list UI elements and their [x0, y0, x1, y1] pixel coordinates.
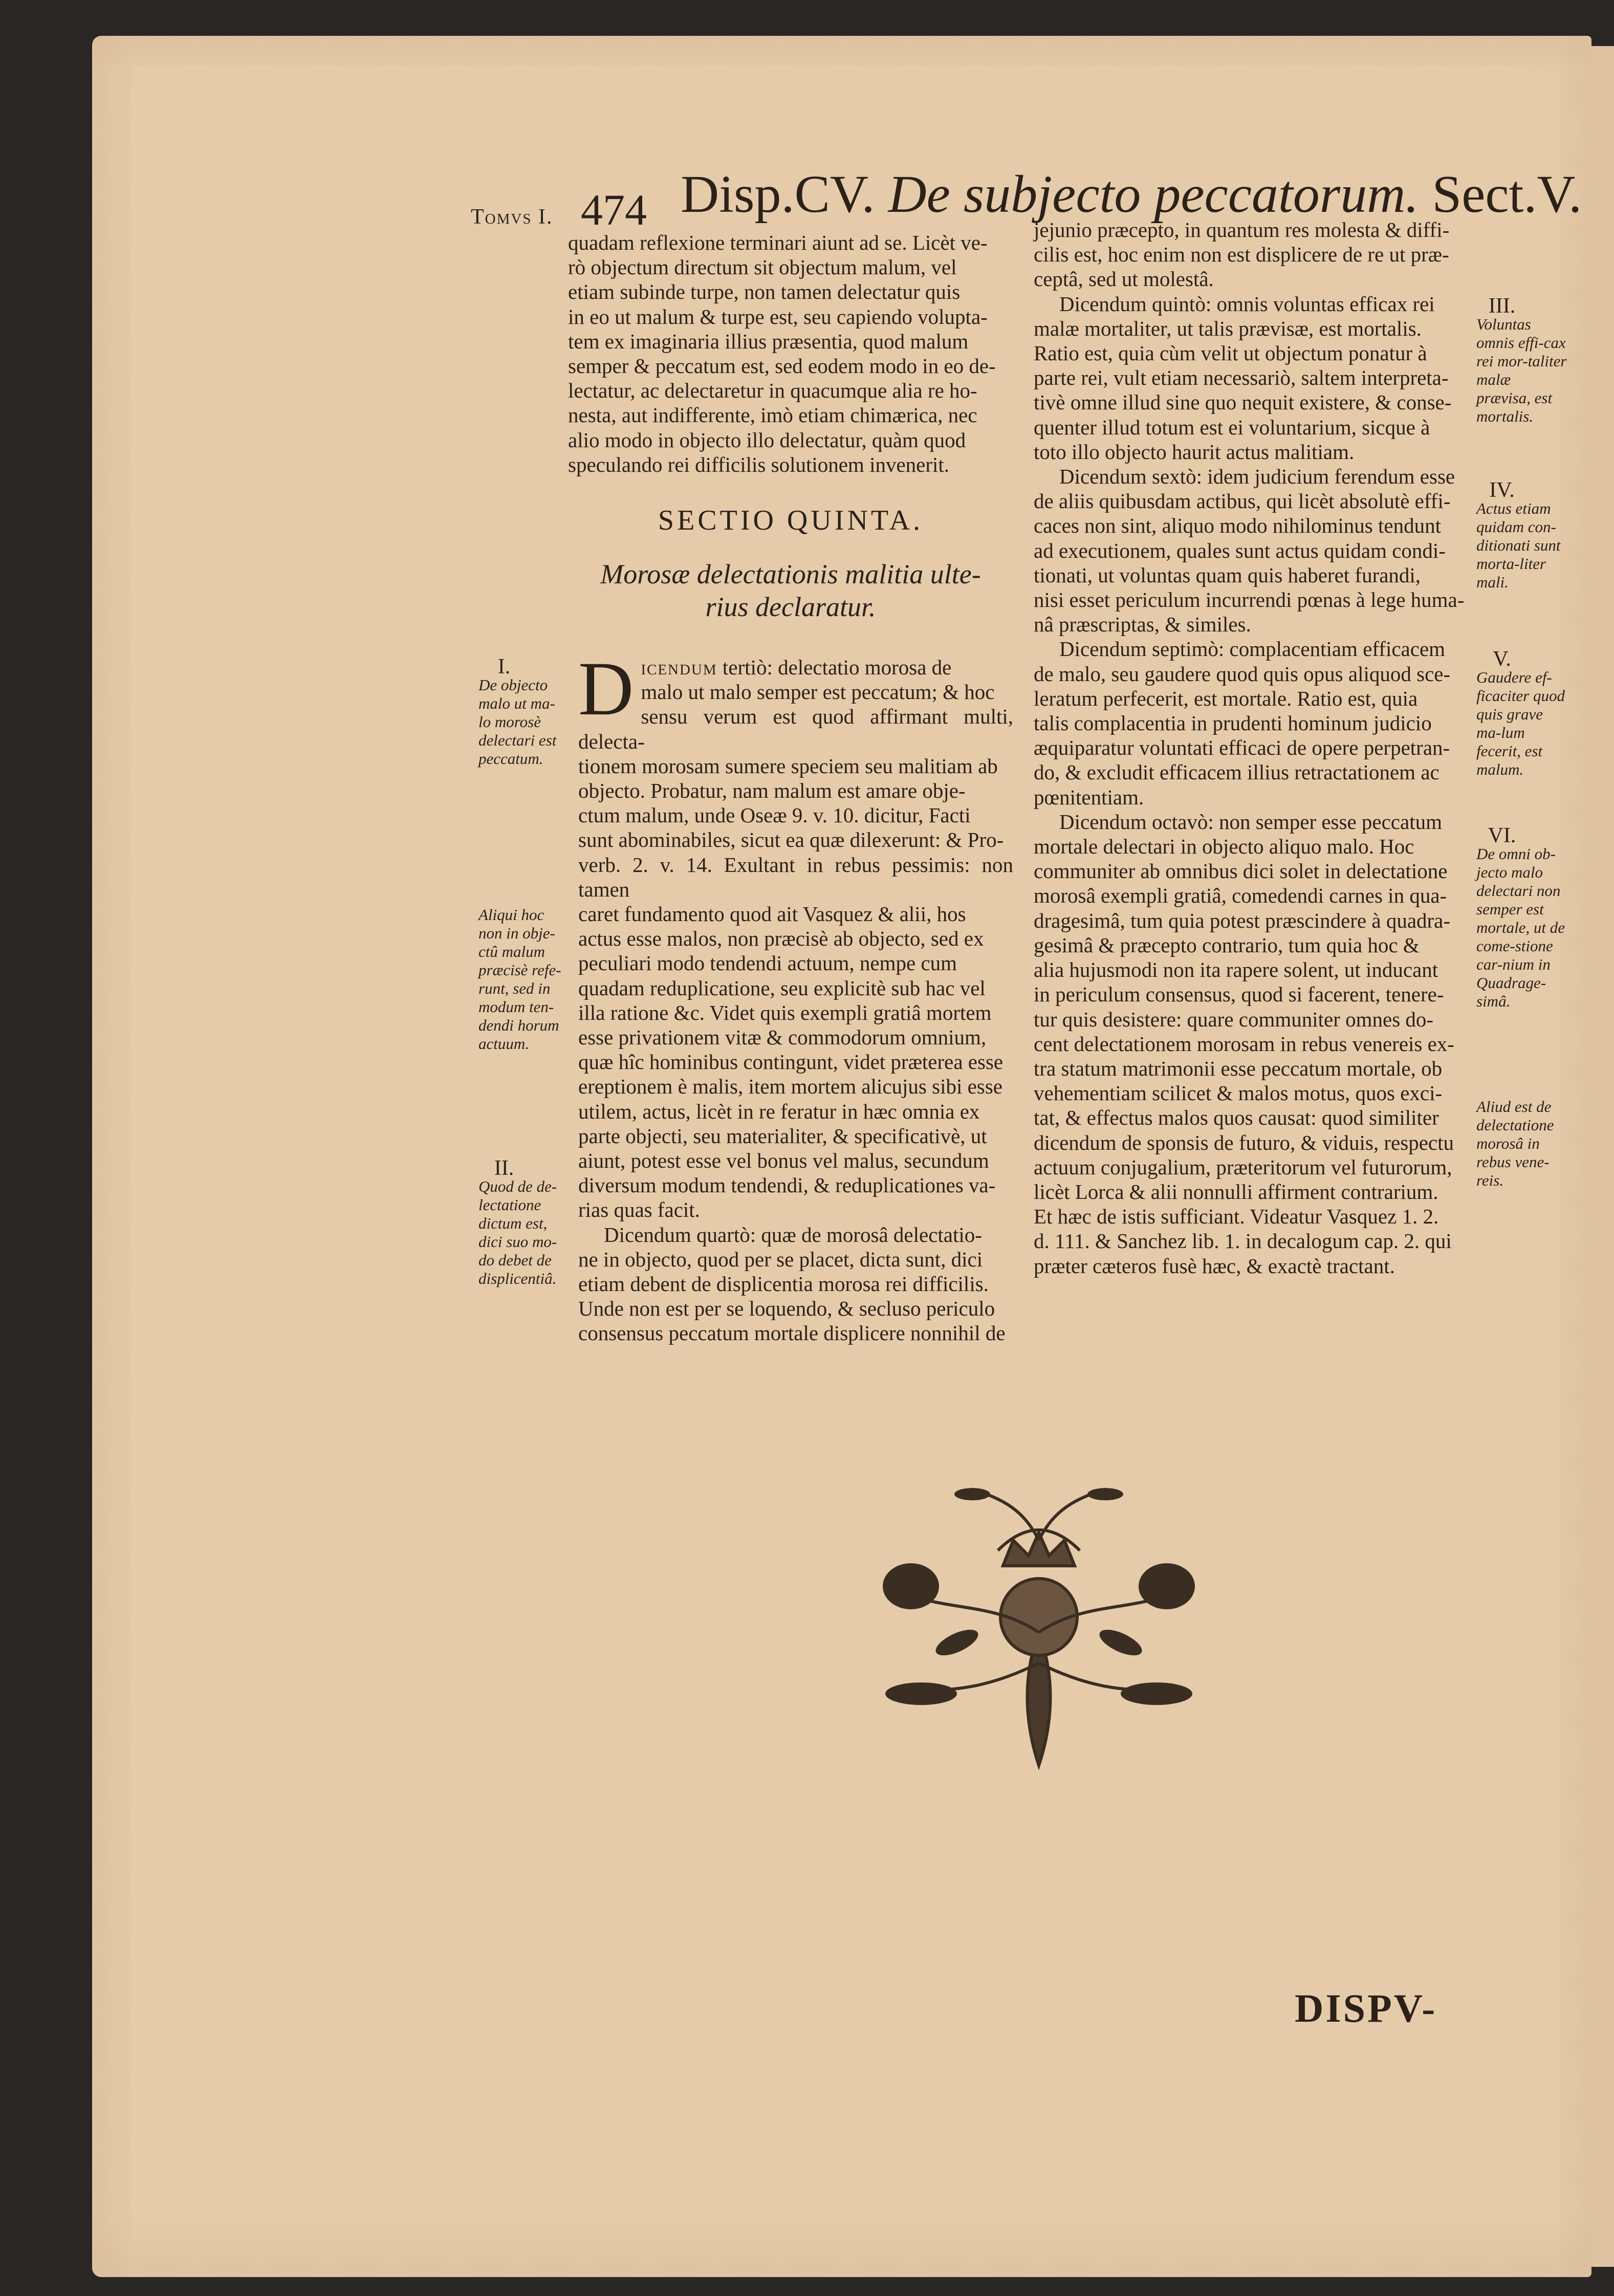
text-line: caces non sint, aliquo modo nihilominus tendunt — [1034, 514, 1441, 538]
drop-cap: D — [578, 646, 634, 731]
text-line: actuum conjugalium, præteritorum vel futurorum, — [1034, 1155, 1452, 1179]
running-title — [681, 164, 1582, 225]
text-line: speculando rei difficilis solutionem invenerit. — [568, 452, 950, 476]
section-subheading-line: rius declaratur. — [705, 592, 876, 622]
text-line: etiam subinde turpe, non tamen delectatur quis — [568, 280, 961, 304]
text-line: etiam debent de displicentia morosa rei difficilis. — [578, 1272, 989, 1296]
text-line: peculiari modo tendendi actuum, nempe cum — [578, 951, 957, 975]
text-line: communiter ab omnibus dici solet in delectatione — [1034, 859, 1448, 883]
running-title-section: Sect.V. — [1432, 165, 1582, 224]
text-line: Et hæc de istis sufficiant. Videatur Vasquez 1. 2. — [1034, 1205, 1439, 1229]
text-line: nâ præscriptas, & similes. — [1034, 613, 1251, 637]
margin-note-text: Voluntas omnis effi-cax rei mor-taliter malæ prævisa, est mortalis. — [1476, 315, 1567, 425]
margin-note — [1476, 647, 1568, 779]
text-line: aiunt, potest esse vel bonus vel malus, secundum — [578, 1149, 989, 1173]
text-line: mortale delectari in objecto aliquo malo. Hoc — [1034, 835, 1414, 859]
text-line: parte rei, vult etiam necessariò, saltem interpreta- — [1034, 366, 1449, 390]
text-line: tur quis desistere: quare communiter omnes do- — [1034, 1007, 1434, 1031]
margin-note — [1476, 826, 1568, 1011]
text-line: tat, & effectus malos quos causat: quod similiter — [1034, 1106, 1439, 1130]
text-line: vehementiam scilicet & malos motus, quos exci- — [1034, 1081, 1443, 1105]
text-line: præter cæteros fusè hæc, & exactè tractant. — [1034, 1254, 1395, 1278]
text-line: Unde non est per se loquendo, & secluso periculo — [578, 1297, 995, 1321]
margin-note — [1476, 1098, 1568, 1190]
text-line: sensu verum est quod affirmant multi, delecta- — [578, 705, 1013, 753]
catchword: DISPV- — [1295, 1986, 1437, 2030]
text-line: Dicendum septimò: complacentiam efficacem — [1059, 637, 1446, 661]
running-title-subject: De subjecto peccatorum. — [888, 165, 1419, 224]
text-line: nisi esset periculum incurrendi pœnas à lege huma- — [1034, 588, 1465, 612]
text-line: verb. 2. v. 14. Exultant in rebus pessimis: non tamen — [578, 852, 1013, 901]
margin-note-text: Quod de de-lectatione dictum est, dici suo mo-do debet de displicentiâ. — [478, 1177, 557, 1287]
text-line: malo ut malo semper est peccatum; & hoc — [641, 680, 995, 704]
text-line: quadam reflexione terminari aiunt ad se. Licèt ve- — [568, 231, 988, 254]
woodcut-ornament-icon — [870, 1479, 1208, 1806]
text-line: Ratio est, quia cùm velit ut objectum ponatur à — [1034, 341, 1427, 365]
text-line: gesimâ & præcepto contrario, tum quia hoc & — [1034, 933, 1420, 957]
text-line: dicendum de sponsis de futuro, & viduis, respectu — [1034, 1130, 1454, 1154]
margin-note — [1476, 478, 1568, 592]
text-line: jejunio præcepto, in quantum res molesta & diffi- — [1034, 218, 1450, 242]
running-title-disputation: Disp.CV. — [681, 165, 875, 224]
text-line: tertiò: delectatio morosa de — [722, 655, 952, 679]
text-line: ereptionem è malis, item mortem alicujus sibi esse — [578, 1075, 1002, 1099]
text-line: tivè omne illud sine quo nequit existere, & conse- — [1034, 390, 1452, 414]
text-line: in eo ut malum & turpe est, seu capiendo volupta- — [568, 304, 988, 329]
margin-note — [1476, 294, 1568, 426]
text-line: Dicendum sextò: idem judicium ferendum esse — [1059, 465, 1455, 489]
right-column — [1034, 217, 1476, 1278]
text-line: talis complacentia in prudenti hominum judicio — [1034, 711, 1432, 735]
text-line: cent delectationem morosam in rebus venereis ex- — [1034, 1032, 1454, 1056]
text-line: lectatur, ac delectaretur in quacumque alia re ho- — [568, 379, 977, 403]
text-line: dragesimâ, tum quia potest præscindere à quadra- — [1034, 908, 1451, 932]
text-line: ctum malum, unde Oseæ 9. v. 10. dicitur, Facti — [578, 803, 971, 827]
margin-note-text: Gaudere ef-ficaciter quod quis grave ma-lum fecerit, est malum. — [1476, 668, 1565, 778]
text-line: parte objecti, seu materialiter, & specificativè, ut — [578, 1124, 987, 1148]
text-line: actus esse malos, non præcisè ab objecto, sed ex — [578, 927, 984, 951]
text-line: utilem, actus, licèt in re feratur in hæc omnia ex — [578, 1099, 980, 1123]
margin-note-number: IV. — [1489, 478, 1515, 502]
text-line: tra statum matrimonii esse peccatum mortale, ob — [1034, 1056, 1443, 1080]
margin-note-text: Aliqui hoc non in obje-ctû malum præcisè refe-runt, sed in modum ten-dendi horum actuum. — [478, 906, 561, 1053]
text-line: ne in objecto, quod per se placet, dicta sunt, dici — [578, 1247, 983, 1271]
text-line: in periculum consensus, quod si facerent, tenere- — [1034, 982, 1444, 1007]
text-line: Dicendum octavò: non semper esse peccatum — [1059, 810, 1442, 834]
text-line: æquiparatur voluntati efficaci de opere perpetran- — [1034, 736, 1450, 760]
margin-note-text: De omni ob-jecto malo delectari non semper est mortale, ut de come-stione car-nium in Quadrage-simâ. — [1476, 845, 1565, 1010]
section-subheading-line: Morosæ delectationis malitia ulte- — [600, 559, 981, 589]
margin-note — [478, 655, 565, 768]
text-line: diversum modum tendendi, & reduplicationes va- — [578, 1173, 996, 1197]
text-line: illa ratione &c. Videt quis exempli gratiâ mortem — [578, 1000, 992, 1024]
left-column-top — [568, 230, 1013, 477]
text-line: alio modo in objecto illo delectatur, quàm quod — [568, 428, 966, 452]
text-line: de malo, seu gaudere quod quis opus aliquod sce- — [1034, 662, 1451, 686]
text-line: quenter illud totum est ei voluntarium, sicque à — [1034, 415, 1430, 439]
text-line: quæ hîc hominibus contingunt, videt præterea esse — [578, 1050, 1004, 1074]
text-line: rias quas facit. — [578, 1198, 700, 1222]
opening-word: icendum — [641, 655, 717, 679]
text-line: semper & peccatum est, sed eodem modo in eo de- — [568, 354, 996, 378]
text-line: d. 111. & Sanchez lib. 1. in decalogum cap. 2. qui — [1034, 1229, 1452, 1253]
text-line: Dicendum quartò: quæ de morosâ delectatio- — [604, 1222, 982, 1247]
text-line: esse privationem vitæ & commodorum omnium, — [578, 1025, 987, 1049]
text-line: Dicendum quintò: omnis voluntas efficax rei — [1059, 292, 1435, 316]
page-number: 474 — [581, 185, 647, 234]
text-line: quadam reduplicatione, seu explicitè sub hac vel — [578, 976, 986, 1000]
text-line: tionati, ut voluntas quam quis haberet furandi, — [1034, 563, 1421, 587]
text-line: objecto. Probatur, nam malum est amare obje- — [578, 779, 966, 803]
text-line: leratum perfecerit, est mortale. Ratio est, quia — [1034, 686, 1418, 710]
margin-note-number: VI. — [1488, 824, 1516, 847]
text-line: pœnitentiam. — [1034, 785, 1144, 809]
text-line: toto illo objecto haurit actus malitiam. — [1034, 440, 1355, 464]
margin-note — [478, 906, 565, 1053]
text-line: ceptâ, sed ut molestâ. — [1034, 267, 1214, 291]
margin-note-text: De objecto malo ut ma-lo morosè delectari est peccatum. — [478, 676, 557, 768]
section-subheading — [568, 558, 1013, 623]
volume-label: Tomvs I. — [471, 205, 553, 229]
text-line: de aliis quibusdam actibus, qui licèt absolutè effi- — [1034, 489, 1451, 513]
text-line: ad executionem, quales sunt actus quidam condi- — [1034, 538, 1446, 562]
text-line: tionem morosam sumere speciem seu malitiam ab — [578, 754, 998, 778]
text-line: do, & excludit efficacem illius retractationem ac — [1034, 760, 1439, 784]
margin-note-number: V. — [1493, 647, 1511, 671]
margin-note-number: I. — [497, 655, 511, 679]
text-line: rò objectum directum sit objectum malum, vel — [568, 255, 957, 279]
text-line: morosâ exempli gratiâ, comedendi carnes in qua- — [1034, 884, 1447, 908]
text-line: cilis est, hoc enim non est displicere de re ut præ- — [1034, 243, 1449, 267]
text-line: tem ex imaginaria illius præsentia, quod malum — [568, 329, 969, 353]
text-line: licèt Lorca & alii nonnulli affirment contrarium. — [1034, 1179, 1438, 1204]
section-heading: SECTIO QUINTA. — [658, 505, 924, 536]
text-line: malæ mortaliter, ut talis prævisæ, est mortalis. — [1034, 316, 1422, 340]
margin-note-text: Aliud est de delectatione morosâ in rebus vene-reis. — [1476, 1098, 1554, 1189]
text-line: consensus peccatum mortale displicere nonnihil de — [578, 1321, 1006, 1345]
text-line: alia hujusmodi non ita rapere solent, ut inducant — [1034, 958, 1438, 982]
text-line: sunt abominabiles, sicut ea quæ dilexerunt: & Pro- — [578, 828, 1004, 852]
margin-note — [478, 1156, 565, 1288]
margin-note-number: II. — [494, 1156, 514, 1180]
margin-note-text: Actus etiam quidam con-ditionati sunt morta-liter mali. — [1476, 499, 1561, 591]
text-line: caret fundamento quod ait Vasquez & alii, hos — [578, 902, 966, 926]
left-column-body — [578, 646, 1013, 1346]
text-line: nesta, aut indifferente, imò etiam chimærica, nec — [568, 403, 977, 427]
margin-note-number: III. — [1488, 294, 1516, 318]
